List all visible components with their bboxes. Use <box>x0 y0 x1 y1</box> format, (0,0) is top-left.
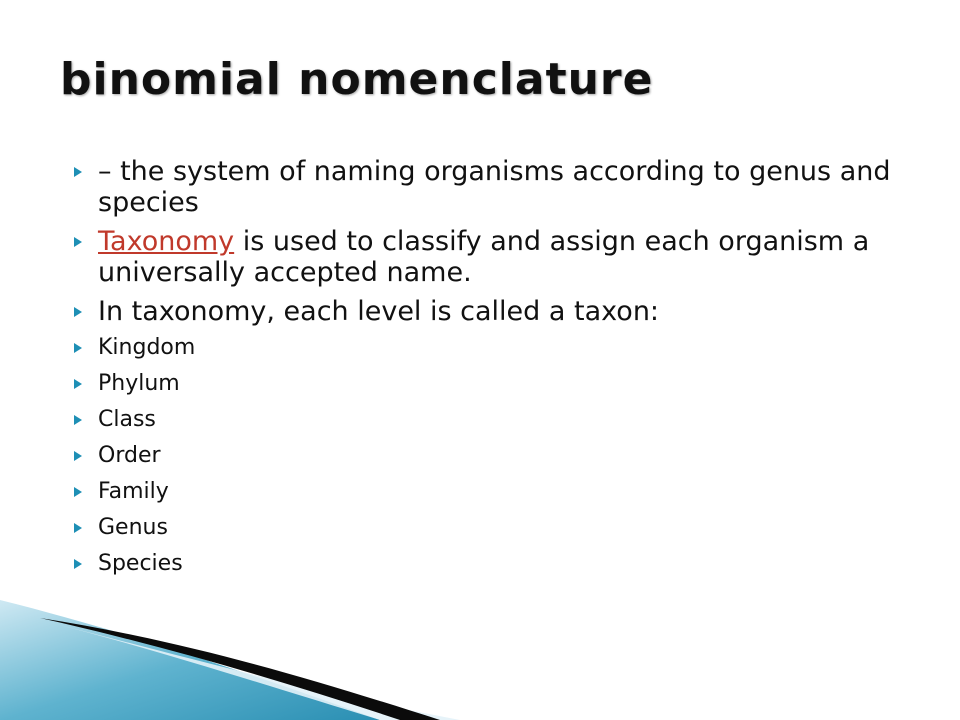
bullet-arrow-icon <box>74 307 82 317</box>
bullet-arrow-icon <box>74 167 82 177</box>
bullet-arrow-icon <box>74 343 82 353</box>
bullet-text: – the system of naming organisms according to genus and species <box>98 156 891 218</box>
taxon-level-label: Order <box>98 443 161 468</box>
taxon-level-item <box>72 551 912 577</box>
taxon-level-label: Phylum <box>98 371 180 396</box>
taxon-level-label: Kingdom <box>98 335 196 360</box>
taxon-level-label: Genus <box>98 515 168 540</box>
slide-title: binomial nomenclature <box>60 54 654 105</box>
taxon-level-item <box>72 479 912 505</box>
taxon-level-item <box>72 371 912 397</box>
taxonomy-link[interactable]: Taxonomy <box>98 226 235 257</box>
bullet-taxon <box>72 296 912 327</box>
blue-swoosh <box>0 600 380 720</box>
bullet-definition <box>72 156 912 218</box>
taxon-level-item <box>72 335 912 361</box>
bullet-arrow-icon <box>74 523 82 533</box>
bullet-text: In taxonomy, each level is called a taxon: <box>98 296 660 327</box>
bullet-text: is used to classify and assign each organism a universally accepted name. <box>98 226 870 288</box>
bullet-arrow-icon <box>74 379 82 389</box>
bullet-list <box>72 156 912 587</box>
bullet-arrow-icon <box>74 237 82 247</box>
taxon-level-label: Species <box>98 551 183 576</box>
taxon-level-item <box>72 515 912 541</box>
bullet-arrow-icon <box>74 487 82 497</box>
taxon-level-label: Class <box>98 407 156 432</box>
taxon-level-item <box>72 443 912 469</box>
bullet-arrow-icon <box>74 559 82 569</box>
bullet-arrow-icon <box>74 415 82 425</box>
light-swoosh <box>40 620 460 720</box>
taxon-level-item <box>72 407 912 433</box>
bullet-taxonomy <box>72 226 912 288</box>
bullet-arrow-icon <box>74 451 82 461</box>
bottom-wave-decoration <box>0 600 960 720</box>
taxon-level-label: Family <box>98 479 169 504</box>
dark-swoosh <box>40 618 440 720</box>
